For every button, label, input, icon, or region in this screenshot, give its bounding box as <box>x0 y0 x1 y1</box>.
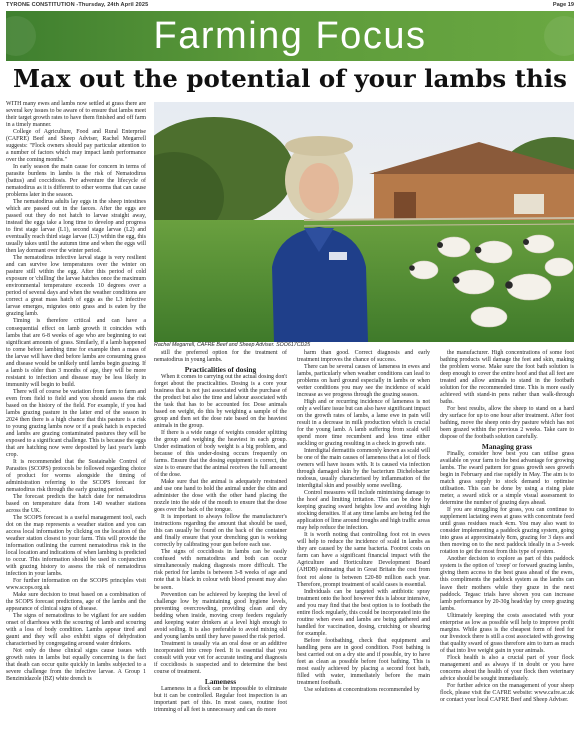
paragraph: The SCOPS forecast is a useful management tool, each dot on the map represents a weather station and you can access local information by clicking on the location of the weather station closest to your farm. This will provide the information outlining the current nematodirus risk in the local location and indications of when lambing is predicted to occur. This information should be used in conjunction with grazing history to assess the risk of nematodirus infection in your lambs. <box>6 514 146 578</box>
paragraph: Before footbathing, check that equipment and handling pens are in good condition. Foot bathing is best carried out on a dry site and if possible, try to have feet as clean as possible before foot bathing. This is most easily achieved by placing a second foot bath, filled with water, immediately before the main treatment footbath. <box>297 637 430 686</box>
masthead <box>0 0 580 9</box>
subheading: Managing grass <box>481 442 533 452</box>
paragraph: When it comes to carrying out the actual dosing don't forget about the practicalities. Dosing is a core your business that is not just associated with the purchase of the product but also the time and labour associated with the task that has to be accounted for. Dose animals based on weight, do this by weighing a sample of the group and then set the dose rate based on the heaviest animals in the group. <box>154 374 287 430</box>
paragraph: High and or recurring incidence of lameness is not only a welfare issue but can also have significant impact on the growth rates of lambs, a lame ewe in pain will result in a decrease in milk production which is crucial for the young lamb. A lamb suffering from scald will spend more time recumbent and less time either suckling or grazing resulting in a check in growth rate. <box>297 399 430 448</box>
photo-of-adviser-with-ewes-and-lambs-icon <box>154 102 574 342</box>
paragraph: The nematodirus adults lay eggs in the sheep intestines which are passed out in the faeces. After the eggs are passed out they do not hatch to larvae straight away, instead the eggs take a long time to develop and progress to first stage larvae (L1), second stage larvae (L2) and eventually reach third stage larvae (L3) within the egg, this usually takes until the autumn time and when the eggs will then lay dormant over the winter period. <box>6 199 146 255</box>
paragraph: It is important to always follow the manufacturer's instructions regarding the amount that should be used, this can usually be found on the back of the container and finally ensure that your drenching gun is working correctly by calibrating your gun before each use. <box>154 514 287 549</box>
paragraph: Prevention can be achieved by keeping the level of challenge low by maintaining good hygiene levels, preventing overcrowding, providing clean and dry bedding when inside, moving creep feeders regularly and keeping water drinkers at a level high enough to avoid soiling. It is also preferable to avoid mixing old and young lambs until they have passed the risk period. <box>154 591 287 640</box>
section-title: Farming Focus <box>153 15 427 57</box>
paragraph: The nematodirus infective larval stage is very resilient and can survive low temperatures over the winter on pasture still within the egg. After this period of cold exposure or 'chilling' the larvae hatches once the maximum environmental temperature exceeds 10 degrees over a period of several days and when the weather conditions are correct a great mass hatch of eggs as the L3 infective larvae emerges, migrates onto grass and is eaten by the grazing lamb. <box>6 255 146 318</box>
paragraph: harm than good. Correct diagnosis and early treatment improves the chance of success. <box>297 350 430 364</box>
paragraph: Use solutions at concentrations recommended by <box>304 686 420 693</box>
paragraph: If there is a wide range of weights consider splitting the group and weighing the heaviest in each group. Under estimation of body weight is a big problem, and because of this under-dosing occurs frequently on farms. Ensure that the dosing equipment is correct, the size is to ensure that the animal receives the full amount of the dose. <box>154 430 287 479</box>
paragraph: The signs of nematodirus to be vigilant for are sudden onset of diarrhoea with the scouring of lamb and scouring with a loss of body condition. Lambs appear tired and gaunt and they will also exhibit signs of dehydration characterised by congregating around water drinkers. <box>6 613 146 648</box>
publication-dateline: TYRONE CONSTITUTION -Thursday, 24th April 2025 <box>6 1 149 8</box>
article-column-1 <box>6 101 146 683</box>
paragraph: For best results, allow the sheep to stand on a hard dry surface for up to one hour after treatment. After foot bathing, move the sheep onto dry pasture which has not been grazed within the previous 2 weeks. Take care to dispose of the footbath solution carefully. <box>440 406 574 441</box>
subheading: Lameness <box>204 676 237 686</box>
paragraph: For further information on the SCOPS principles visit www.scops.org.uk <box>6 578 146 592</box>
paragraph: Flock health is also a crucial part of your flock management and as always if in doubt or you have concerns about the health of your flock then veterinary advice should be sought immediately. <box>440 654 574 682</box>
paragraph: Interdigital dermatitis commonly known as scald will be one of the main causes of lameness that a lot of flock owners will have issues with. It is caused via infection through damaged skin by the bacterium Dichelobacter nodosus, usually characterised by inflammation of the interdigital skin and possibly some swelling. <box>297 448 430 490</box>
paragraph: Individuals can be targeted with antibiotic spray treatment onto the hoof however this is labour intensive, and you may find that the best option is to footbath the entire flock regularly, this could be incorporated into the routine when ewes and lambs are being gathered and handled for vaccination, dosing, crutching or shearing for example. <box>297 588 430 637</box>
paragraph: It is recommended that the Sustainable Control of Parasites (SCOPS) protocols be followed regarding choice of product for worms alongside the timing of administration referring to the SCOPS forecast for nematodirus risk through the early grazing period. <box>6 458 146 493</box>
section-banner <box>6 11 574 61</box>
article-column-3 <box>297 350 430 694</box>
paragraph: Finally, consider how best you can utilise grass available on your farm to the best advantage for growing lambs. The sward pattern for grass growth sees growth begin in February and rise rapidly in May. The aim is to match grass supply to stock demand to optimise utilisation. This can be done by using a rising plate meter, a sward stick or a simple visual assessment to determine the number of grazing days ahead. <box>440 451 574 507</box>
paragraph: Make sure decision to treat based on a combination of the SCOPS forecast predictions, age of the lambs and the appearance of clinical signs of disease. <box>6 592 146 613</box>
paragraph: For further advice on the management of your sheep flock, please visit the CAFRE website: www.cafre.ac.uk or contact your local CAFRE Beef and Sheep Adviser. <box>440 682 574 703</box>
paragraph: Another decision to explore as part of this paddock system is the option of 'creep' or forward grazing lambs, giving them access to the best grass ahead of the ewes, this compliments the paddock system as the lambs can leave their mothers while they graze in the next paddock. Tegasc trials have shown you can increase lamb performance by 20-30g head/day by creep grazing lambs. <box>440 556 574 612</box>
article-column-4 <box>440 350 574 704</box>
paragraph: There can be several causes of lameness in ewes and lambs, particularly when weather conditions can lead to problems on hard ground especially in lambs or when wetter conditions you may see the incidence of scald increase as we progress through the grazing season. <box>297 364 430 399</box>
paragraph: College of Agriculture, Food and Rural Enterprise (CAFRE) Beef and Sheep Adviser, Rachel Megarrell suggests: "Flock owners should pay particular attention to a number of factors which may impact lamb performance over the coming months." <box>6 129 146 164</box>
subheading: Practicalities of dosing <box>184 365 257 375</box>
paragraph: Ultimately keeping the costs associated with your enterprise as low as possible will help to improve profit margins. While grass is the cheapest form of feed for our livestock there is still a cost associated with growing that quality sward of grass therefore aim to turn as much of that into live weight gain in your animals. <box>440 612 574 654</box>
paragraph: still the preferred option for the treatment of nematodirus in young lambs. <box>154 350 287 364</box>
paragraph: The signs of coccidiosis in lambs can be easily confused with nematodirus and both can occur simultaneously making diagnosis more difficult. The risk period for lambs is between 3-8 weeks of age and note that is black in colour with blood present may also be seen. <box>154 549 287 591</box>
page-number: Page 19 <box>552 1 574 8</box>
paragraph: Treatment is usually via an oral dose or an additive incorporated into creep feed. It is essential that you consult with your vet for accurate testing and diagnosis if coccidiosis is suspected and to determine the best course of treatment. <box>154 640 287 675</box>
article-headline: Max out the potential of your lambs this <box>13 64 567 93</box>
paragraph: Lameness in a flock can be impossible to eliminate but it can be controlled. Regular foot inspection is an important part of this. In most cases, routine foot trimming of all feet is unnecessary and can do more <box>154 685 287 713</box>
paragraph: The forecast predicts the hatch date for nematodirus based on temperature data from 140 weather stations across the UK. <box>6 493 146 514</box>
paragraph: If you are struggling for grass, you can continue to supplement lactating ewes at grass with concentrate feed until grass residues reach 4cm. You may also want to consider implementing a paddock grazing system, going into grass at approximately 8cm, grazing for 3 days and then moving on to the next paddock ideally in a 3-week rotation to get the most from this type of system. <box>440 507 574 556</box>
paragraph: In early season the main cause for concern in terms of parasite burdens in lambs is the risk of Nematodirus (battus) and coccidiosis. Per adventure the lifecycle of nematodirus as it is different to other worms that can cause problems later in the season. <box>6 164 146 199</box>
paragraph: It is worth noting that controlling foot rot in ewes will help to reduce the incidence of scald in lambs as they are caused by the same bacteria. Footrot costs on farm can have a significant financial impact with the Agriculture and Horticulture Development Board (AHDB) estimating that in Great Britain the cost from foot rot alone is between £20-80 million each year. Therefore, prompt treatment of scald cases is essential. <box>297 532 430 588</box>
paragraph: Timing is therefore critical and can have a consequential effect on lamb growth it coincides with lambs that are 6-8 weeks of age who are beginning to eat significant amounts of grass. Similarly, if a lamb happened to come before lambing time for example then a mass of the larvae will have died before lambs are consuming grass and disease would be unlikely until lambs begin grazing. If a lamb is older than 3 months of age, they will be more resistant to infection and disease may be less likely in immunity will begin to build. <box>6 318 146 388</box>
article-photo <box>154 102 574 342</box>
photo-caption: Rachel Megarrell, CAFRE Beef and Sheep Adviser. SOO617CD25 <box>154 342 311 348</box>
paragraph: Make sure that the animal is adequately restrained and use one hand to hold the animal under the chin and administer the dose with the other hand placing the nozzle into the side of the mouth to ensure that the dose goes over the back of the tongue. <box>154 479 287 514</box>
paragraph: Not only do these clinical signs cause issues with growth rates in lambs but equally concerning is the fact that death can occur quite quickly in lambs subjected to a severe challenge from the infective larvae. A Group 1 Benzimidazole (BZ) white drench is <box>6 648 146 683</box>
article-column-2 <box>154 350 287 714</box>
paragraph: the manufacturer. High concentrations of some foot bathing products will damage the feet and skin, making the problem worse. Make sure the foot bath solution is deep enough to cover the entire hoof and that all feet are treated and allow animals to stand in the footbath solution for the recommended time. This is more easily achieved with stand-in pens rather than walk-through baths. <box>440 350 574 406</box>
paragraph: There will of course be variation from farm to farm and even from field to field and you should assess the risk based on the history of the field. For example, if you had lambs grazing pasture in the latter end of the season in 2024 then there is a high chance that this pasture is a risk to young grazing lambs now or if a peak hatch is expected and lambs are grazing contaminated pastures they will be exposed to a significant challenge. This is because the eggs that are hatching now were deposited by last year's lamb crop. <box>6 388 146 458</box>
paragraph: WITH many ewes and lambs now settled at grass there are several key issues to be aware of to ensure that lambs meet their target growth rates to have them finished and off farm in a timely manner. <box>6 101 146 129</box>
paragraph: Control measures will include minimising damage to the hoof and limiting irritation. This can be done by keeping grazing sward heights low and avoiding high stocking densities. If at any time lambs are being fed the application of lime around troughs and high traffic areas may help reduce the infection. <box>297 490 430 532</box>
